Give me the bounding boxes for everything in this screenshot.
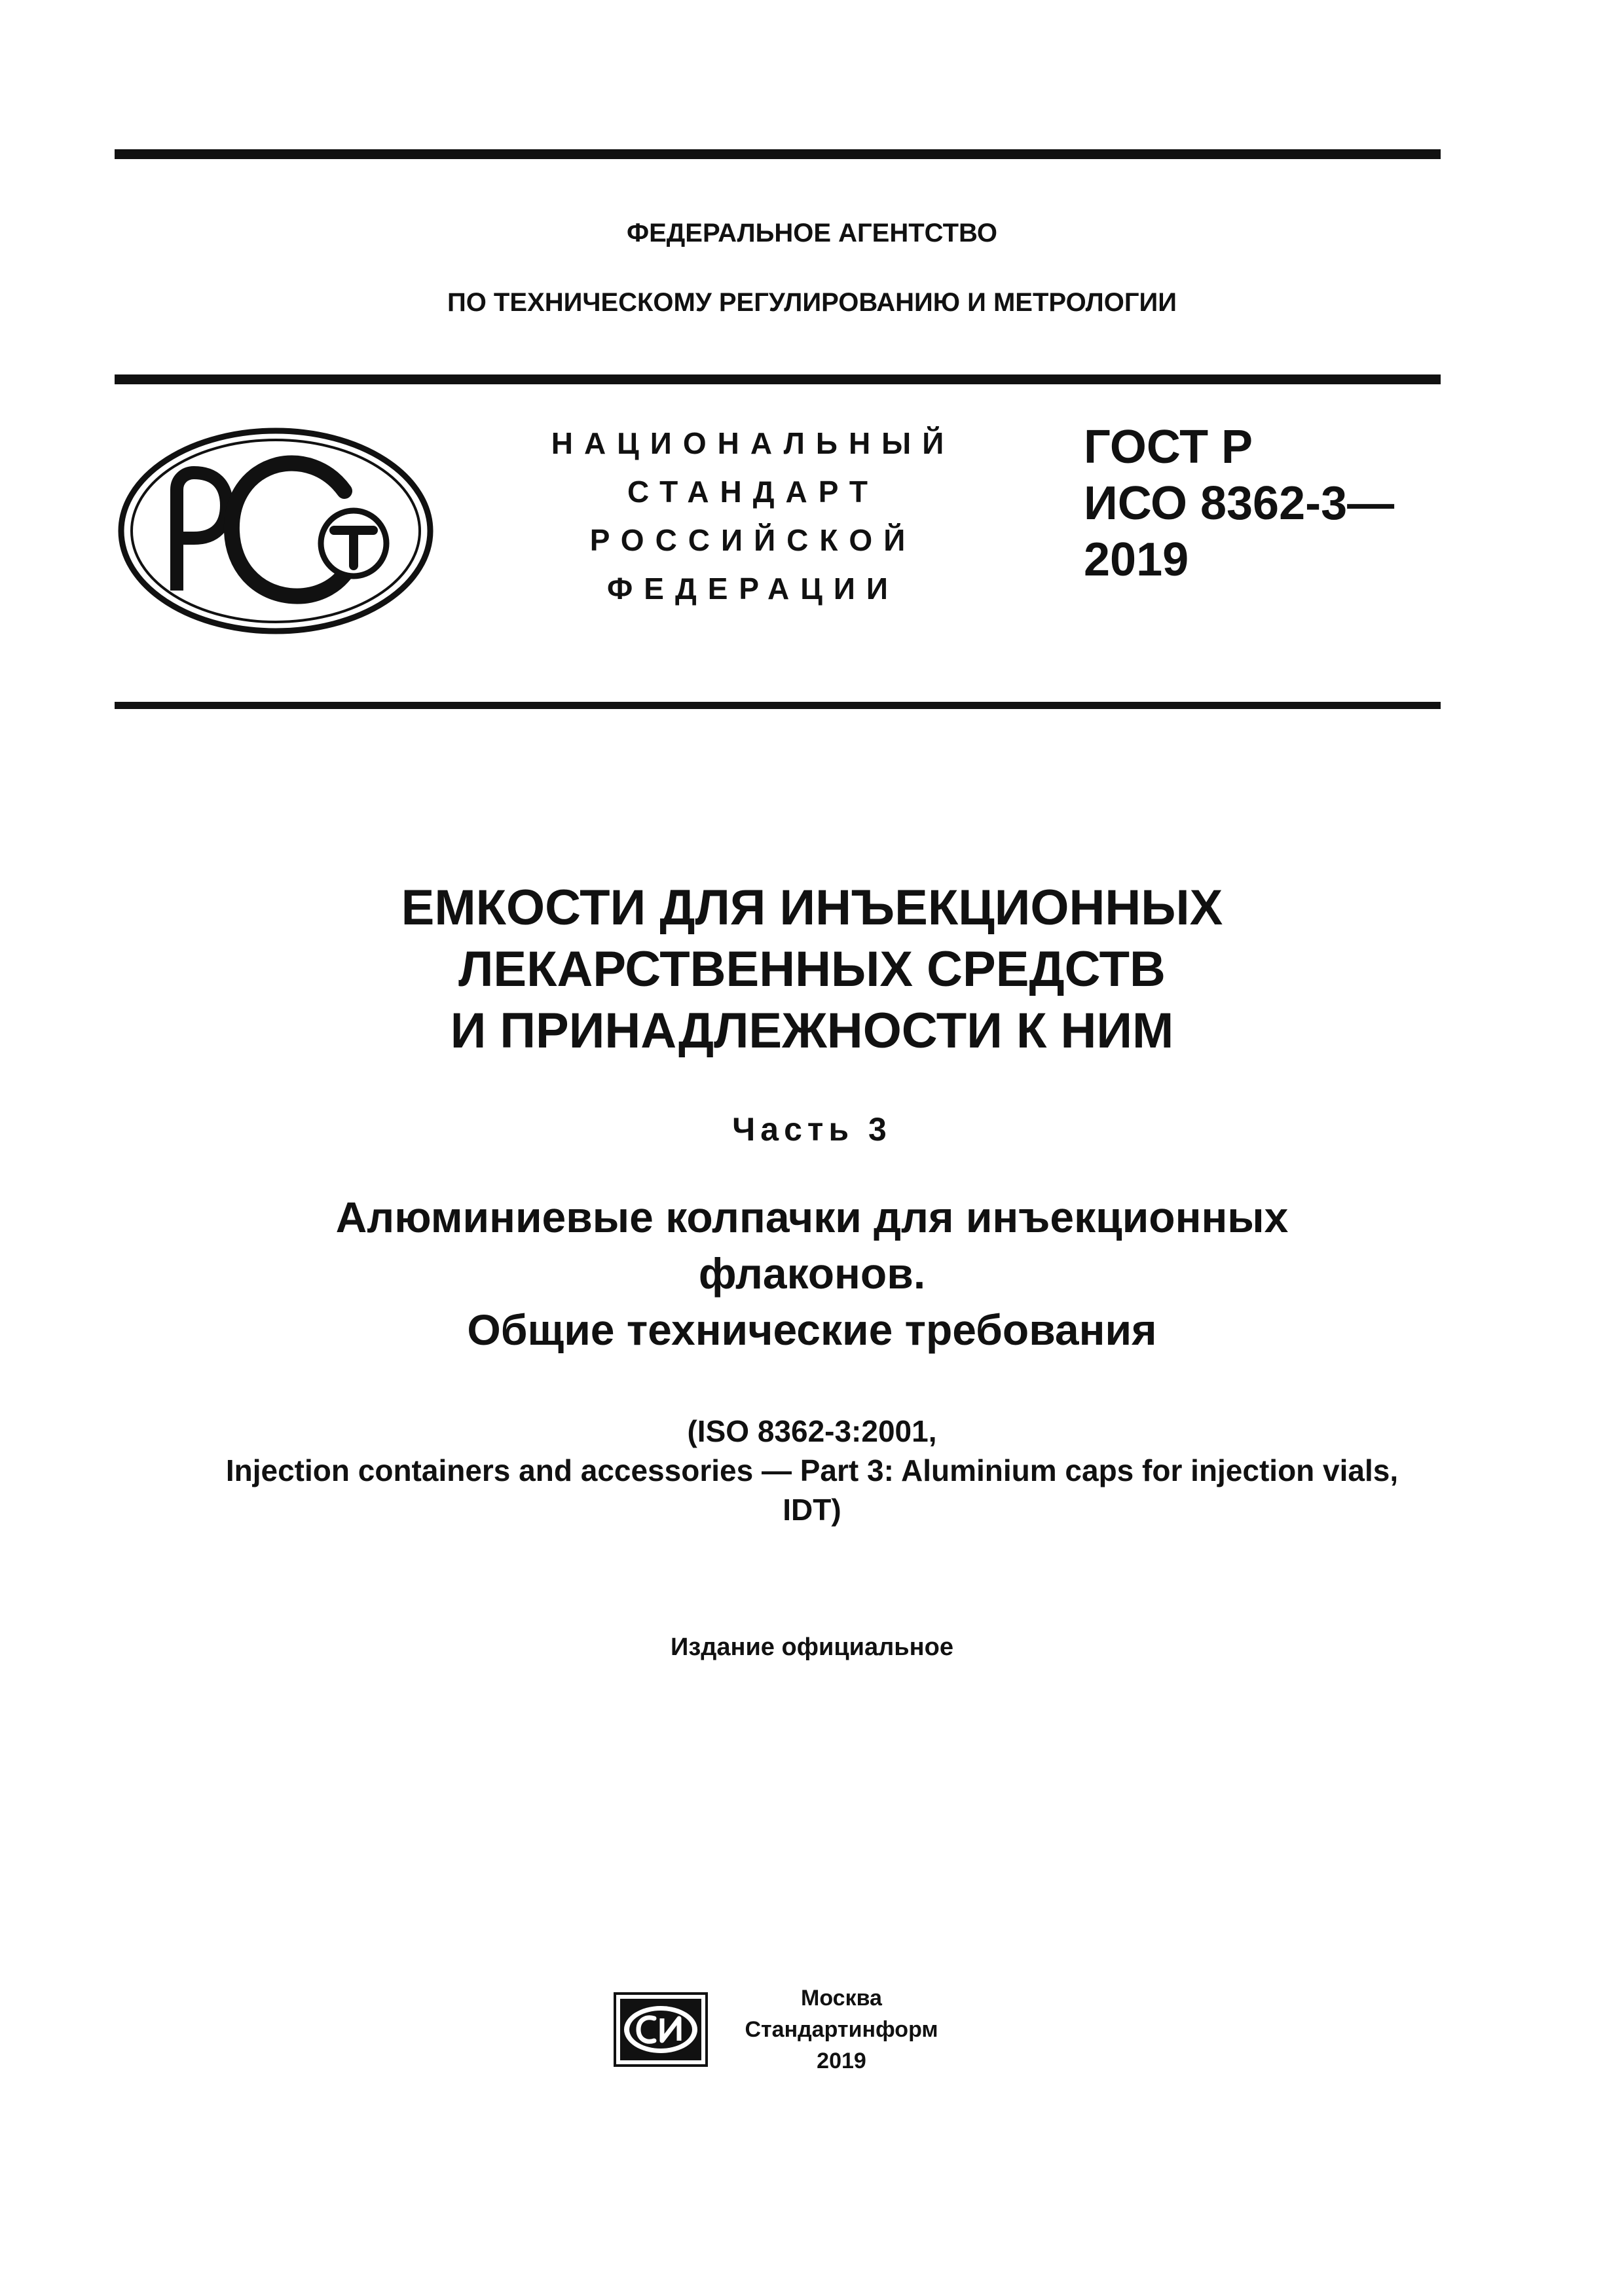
- designation-line: 2019: [1084, 534, 1189, 586]
- top-divider: [115, 149, 1441, 159]
- header-divider: [115, 374, 1441, 384]
- publisher-city: Москва: [801, 1986, 882, 2011]
- iso-reference-line: (ISO 8362-3:2001,: [687, 1414, 937, 1448]
- subtitle-line: флаконов.: [698, 1249, 926, 1298]
- iso-reference-line: Injection containers and accessories — Part 3: Aluminium caps for injection vials,: [225, 1453, 1399, 1487]
- publisher-info: [730, 1982, 953, 2077]
- national-standard-line: РОССИЙСКОЙ: [589, 523, 917, 557]
- title-line: ЕМКОСТИ ДЛЯ ИНЪЕКЦИОННЫХ: [401, 880, 1223, 936]
- national-standard-line: НАЦИОНАЛЬНЫЙ: [551, 426, 955, 460]
- agency-line-1: ФЕДЕРАЛЬНОЕ АГЕНТСТВО: [626, 219, 998, 247]
- iso-reference-line: IDT): [783, 1493, 841, 1527]
- bottom-divider: [115, 702, 1441, 709]
- national-standard-label: [524, 419, 982, 613]
- agency-line-2: ПО ТЕХНИЧЕСКОМУ РЕГУЛИРОВАНИЮ И МЕТРОЛОГИИ: [447, 288, 1177, 317]
- subtitle-line: Общие технические требования: [467, 1305, 1157, 1354]
- part-number: Часть 3: [732, 1111, 892, 1148]
- rst-certification-logo-icon: [117, 427, 435, 635]
- iso-reference: [0, 1412, 1624, 1529]
- designation-line: ИСО 8362-3—: [1084, 477, 1395, 530]
- subtitle-line: Алюминиевые колпачки для инъекционных: [335, 1193, 1289, 1241]
- standard-designation: [1084, 419, 1394, 588]
- national-standard-line: ФЕДЕРАЦИИ: [607, 572, 899, 606]
- document-subtitle: [0, 1189, 1624, 1358]
- publisher-year: 2019: [817, 2049, 866, 2073]
- national-standard-line: СТАНДАРТ: [627, 475, 879, 509]
- publisher-name: Стандартинформ: [745, 2017, 938, 2042]
- standartinform-si-logo-icon: [614, 1992, 708, 2067]
- edition-label: Издание официальное: [671, 1633, 953, 1661]
- title-line: И ПРИНАДЛЕЖНОСТИ К НИМ: [450, 1003, 1174, 1059]
- document-title: [0, 877, 1624, 1062]
- title-line: ЛЕКАРСТВЕННЫХ СРЕДСТВ: [458, 941, 1166, 997]
- designation-line: ГОСТ Р: [1084, 421, 1253, 473]
